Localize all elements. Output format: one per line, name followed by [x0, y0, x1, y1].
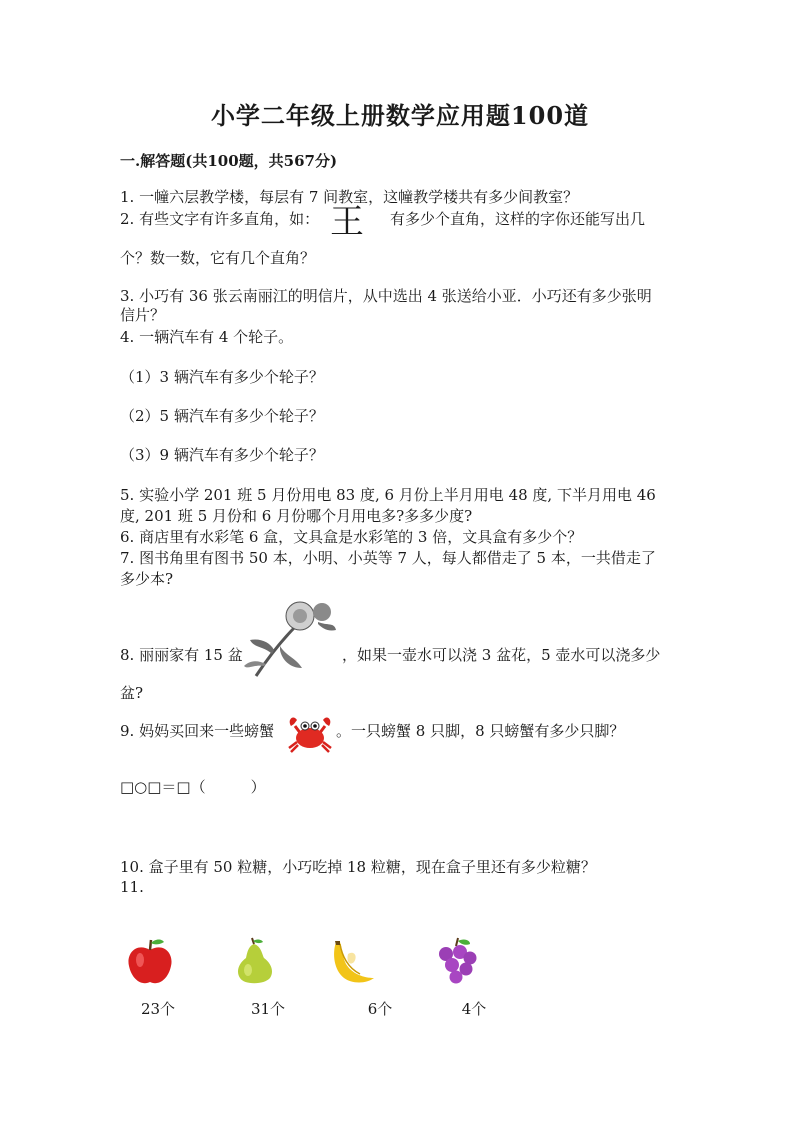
banana-icon	[328, 940, 376, 986]
apple-count: 23个	[140, 1000, 176, 1018]
question-4-part-1: （1）3 辆汽车有多少个轮子？	[120, 368, 324, 386]
grape-count: 4个	[461, 1000, 487, 1018]
question-4-part-2: （2）5 辆汽车有多少个轮子？	[120, 407, 324, 425]
section-heading: 一.解答题(共100题，共567分)	[120, 152, 338, 170]
page-title: 小学二年级上册数学应用题100道	[210, 101, 590, 130]
question-8-line-1: 8. 丽丽家有 15 盆	[120, 646, 243, 664]
question-7-line-1: 7. 图书角里有图书 50 本，小明、小英等 7 人，每人都借走了 5 本，一共借走了	[120, 549, 656, 567]
question-5-line-1: 5. 实验小学 201 班 5 月份用电 83 度, 6 月份上半月用电 48 度, 下半月用电 46	[120, 486, 656, 504]
example-character: 王	[330, 202, 364, 242]
question-6: 6. 商店里有水彩笔 6 盒，文具盒是水彩笔的 3 倍，文具盒有多少个？	[120, 528, 583, 546]
question-2-line-1: 2. 有些文字有许多直角，如：	[120, 210, 320, 228]
flower-icon	[242, 596, 338, 680]
question-1: 1. 一幢六层教学楼，每层有 7 间教室，这幢教学楼共有多少间教室？	[120, 188, 579, 206]
question-9-formula: □○□＝□（ ）	[120, 778, 266, 796]
question-11: 11.	[120, 878, 144, 896]
question-3-line-2: 信片？	[120, 306, 166, 324]
question-9-line-2: 。一只螃蟹 8 只脚，8 只螃蟹有多少只脚？	[336, 722, 625, 740]
apple-icon	[126, 936, 174, 986]
grape-icon	[436, 938, 478, 986]
question-2-line-3: 个？数一数，它有几个直角？	[120, 249, 316, 267]
pear-icon	[232, 938, 278, 986]
question-10: 10. 盒子里有 50 粒糖，小巧吃掉 18 粒糖，现在盒子里还有多少粒糖？	[120, 858, 596, 876]
question-8-line-2: ，如果一壶水可以浇 3 盆花，5 壶水可以浇多少	[342, 646, 661, 664]
question-4-part-3: （3）9 辆汽车有多少个轮子？	[120, 446, 324, 464]
pear-count: 31个	[250, 1000, 286, 1018]
question-3-line-1: 3. 小巧有 36 张云南丽江的明信片，从中选出 4 张送给小亚．小巧还有多少张明	[120, 287, 652, 305]
question-8-line-3: 盆?	[120, 684, 144, 702]
question-4: 4. 一辆汽车有 4 个轮子。	[120, 328, 294, 346]
question-2-line-2: 有多少个直角，这样的字你还能写出几	[390, 210, 646, 228]
question-7-line-2: 多少本?	[120, 570, 174, 588]
question-5-line-2: 度, 201 班 5 月份和 6 月份哪个月用电多?多多少度?	[120, 507, 473, 525]
banana-count: 6个	[367, 1000, 393, 1018]
question-9: 9. 妈妈买回来一些螃蟹	[120, 722, 275, 740]
crab-icon	[285, 714, 335, 756]
